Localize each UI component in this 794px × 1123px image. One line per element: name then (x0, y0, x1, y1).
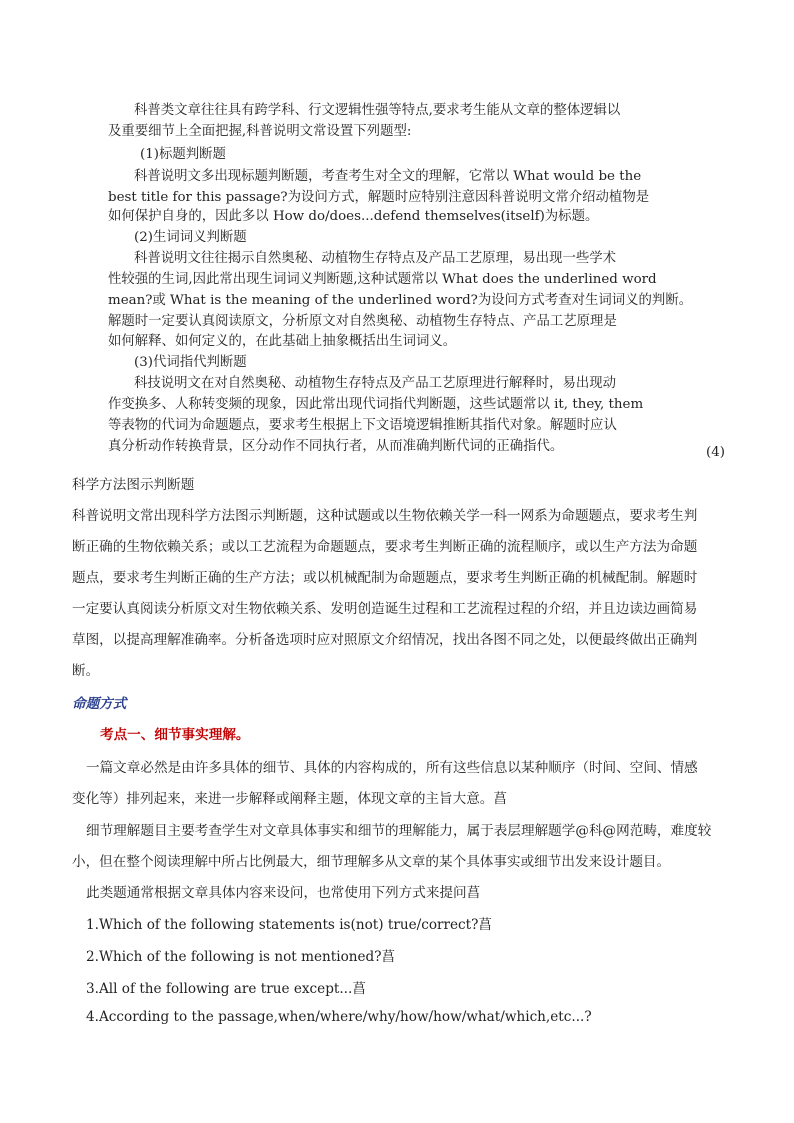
sec4-heading: 科学方法图示判断题 (72, 477, 195, 493)
detail-line-1: 一篇文章必然是由许多具体的细节、具体的内容构成的，所有这些信息以某种顺序（时间、空间、情感 (86, 760, 698, 776)
sec1-line-3: 如何保护自身的，因此多以 How do/does...defend themselves(itself)为标题。 (108, 209, 599, 224)
sec3-line-4: 真分析动作转换背景，区分动作不同执行者，从而准确判断代词的正确指代。 (108, 439, 564, 454)
sec4-line-3: 题点，要求考生判断正确的生产方法；或以机械配制为命题题点，要求考生判断正确的机械配制。解题时 (72, 570, 698, 586)
sec2-line-4: 解题时一定要认真阅读原文，分析原文对自然奥秘、动植物生存特点、产品工艺原理是 (108, 314, 617, 329)
sec2-line-2: 性较强的生词,因此常出现生词词义判断题,这种试题常以 What does the underlined word (108, 272, 657, 287)
detail-line-4: 小，但在整个阅读理解中所占比例最大，细节理解多从文章的某个具体事实或细节出发来设计题目。 (72, 854, 671, 870)
sec4-line-2: 断正确的生物依赖关系；或以工艺流程为命题题点，要求考生判断正确的流程顺序，或以生产方法为命题 (72, 539, 698, 555)
sec4-line-5: 草图，以提高理解准确率。分析备选项时应对照原文介绍情况，找出各图不同之处，以便最终做出正确判 (72, 632, 698, 648)
intro-line-2: 及重要细节上全面把握,科普说明文常设置下列题型: (108, 124, 412, 139)
sec4-line-6: 断。 (72, 663, 100, 679)
detail-line-5: 此类题通常根据文章具体内容来设问，也常使用下列方式来提问菖 (86, 885, 481, 901)
item-marker-4: (4) (706, 445, 725, 460)
sec2-line-3: mean?或 What is the meaning of the underlined word?为设问方式考查对生词词义的判断。 (108, 293, 693, 308)
question-4: 4.According to the passage,when/where/why/how/how/what/which,etc...? (86, 1009, 592, 1025)
sec1-line-2: best title for this passage?为设问方式，解题时应特别注意因科普说明文常介绍动植物是 (108, 190, 650, 205)
sec4-line-4: 一定要认真阅读分析原文对生物依赖关系、发明创造诞生过程和工艺流程过程的介绍，并且边读边画简易 (72, 601, 698, 617)
intro-line-1: 科普类文章往往具有跨学科、行文逻辑性强等特点,要求考生能从文章的整体逻辑以 (134, 103, 621, 118)
sec2-line-1: 科普说明文往往揭示自然奥秘、动植物生存特点及产品工艺原理，易出现一些学术 (134, 251, 617, 266)
sec1-heading: (1)标题判断题 (140, 147, 226, 162)
detail-line-2: 变化等）排列起来，来进一步解释或阐释主题，体现文章的主旨大意。菖 (72, 791, 507, 807)
sec3-line-1: 科技说明文在对自然奥秘、动植物生存特点及产品工艺原理进行解释时，易出现动 (134, 376, 617, 391)
sec3-heading: (3)代词指代判断题 (134, 355, 247, 370)
point-1-heading: 考点一、细节事实理解。 (100, 727, 250, 743)
sec2-line-5: 如何解释、如何定义的，在此基础上抽象概括出生词词义。 (108, 334, 457, 349)
question-3: 3.All of the following are true except...菖 (86, 981, 366, 997)
sec2-heading: (2)生词词义判断题 (134, 230, 247, 245)
sec1-line-1: 科普说明文多出现标题判断题，考查考生对全文的理解，它常以 What would be the (134, 169, 642, 184)
proposition-heading: 命题方式 (72, 696, 127, 712)
detail-line-3: 细节理解题目主要考查学生对文章具体事实和细节的理解能力，属于表层理解题学@科@网范畴，难度较 (86, 823, 712, 839)
question-1: 1.Which of the following statements is(not) true/correct?菖 (86, 917, 493, 933)
sec3-line-2: 作变换多、人称转变频的现象，因此常出现代词指代判断题，这些试题常以 it, they, them (108, 397, 644, 412)
sec4-line-1: 科普说明文常出现科学方法图示判断题，这种试题或以生物依赖关学一科一网系为命题题点，要求考生判 (72, 508, 698, 524)
question-2: 2.Which of the following is not mentioned?菖 (86, 949, 396, 965)
sec3-line-3: 等表物的代词为命题题点，要求考生根据上下文语境逻辑推断其指代对象。解题时应认 (108, 418, 617, 433)
